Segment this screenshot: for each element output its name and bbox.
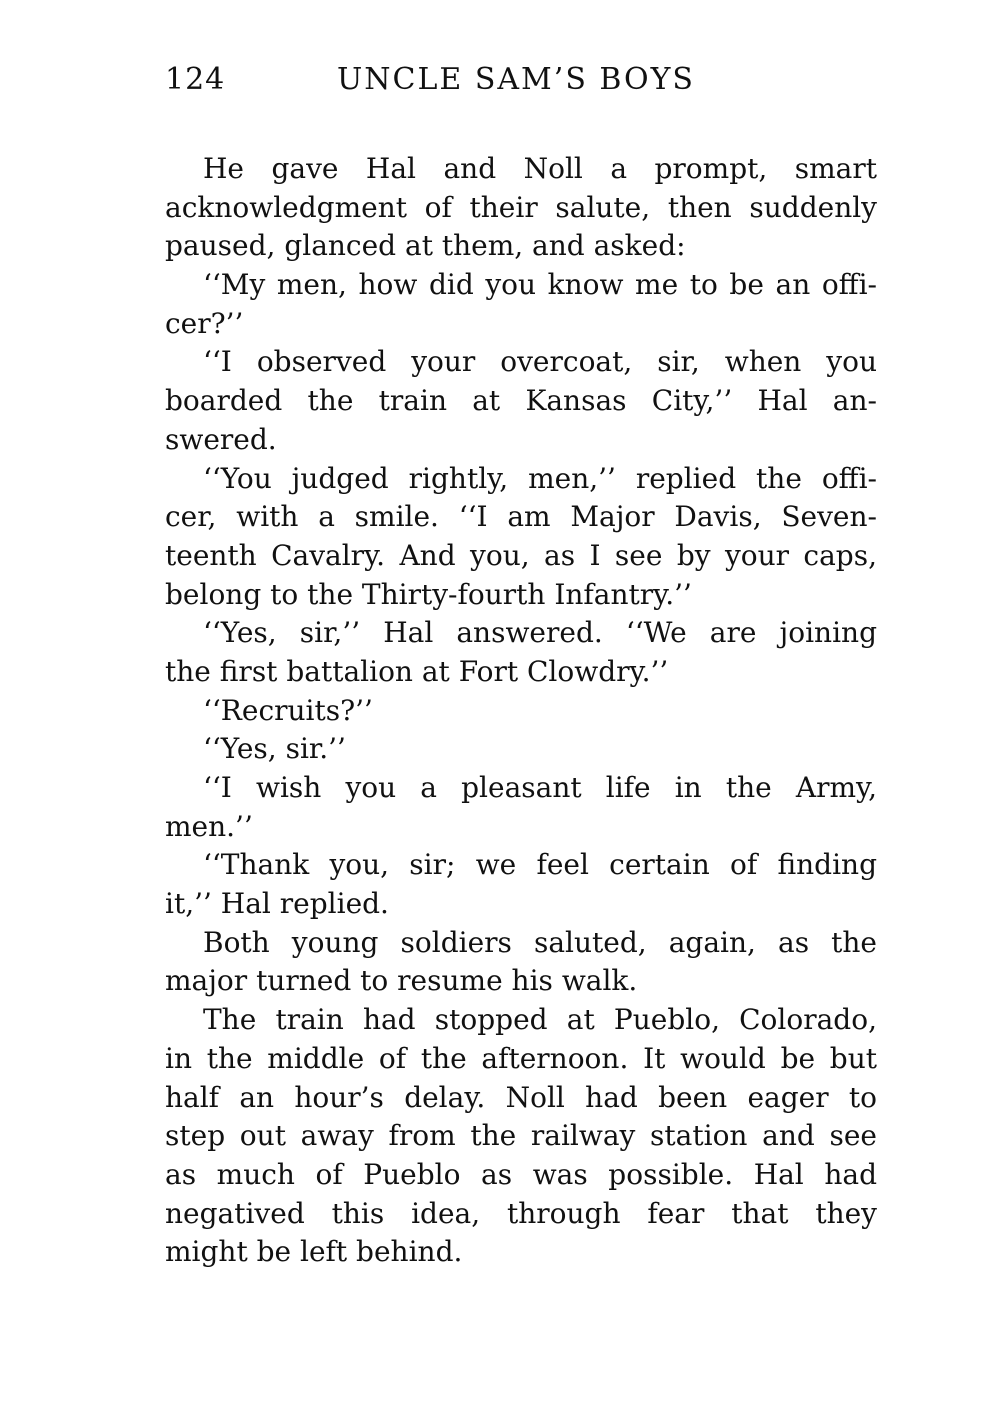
paragraph	[165, 924, 877, 1001]
text-line: teenth Cavalry. And you, as I see by your caps,	[165, 538, 877, 572]
book-page	[165, 56, 877, 1272]
text-line: paused, glanced at them, and asked:	[165, 229, 686, 263]
text-line: negatived this idea, through fear that they	[165, 1196, 877, 1230]
paragraph	[165, 266, 877, 343]
text-line: He gave Hal and Noll a prompt, smart	[203, 152, 877, 185]
running-head	[165, 56, 877, 104]
text-line: ‘‘You judged rightly, men,’’ replied the offi-	[203, 461, 877, 495]
paragraph	[165, 460, 877, 615]
text-line: major turned to resume his walk.	[165, 964, 638, 998]
text-line: swered.	[165, 422, 277, 456]
text-line: ‘‘Recruits?’’	[203, 693, 373, 727]
body-text	[165, 150, 877, 1272]
text-line: ‘‘I wish you a pleasant life in the Army,	[203, 771, 877, 804]
text-line: boarded the train at Kansas City,’’ Hal an-	[165, 384, 877, 418]
text-line: The train had stopped at Pueblo, Colorado,	[203, 1003, 877, 1037]
page-number: 124	[165, 62, 226, 97]
text-line: cer, with a smile. ‘‘I am Major Davis, Seven-	[165, 500, 877, 534]
paragraph	[165, 846, 877, 923]
text-line: as much of Pueblo as was possible. Hal had	[165, 1157, 877, 1191]
text-line: ‘‘Yes, sir.’’	[203, 732, 346, 766]
text-line: in the middle of the afternoon. It would be but	[165, 1041, 877, 1075]
paragraph	[165, 614, 877, 691]
text-line: acknowledgment of their salute, then suddenly	[165, 190, 877, 224]
text-line: ‘‘I observed your overcoat, sir, when you	[203, 345, 877, 379]
paragraph	[165, 692, 877, 731]
text-line: step out away from the railway station and see	[165, 1119, 877, 1153]
paragraph	[165, 150, 877, 266]
paragraph	[165, 730, 877, 769]
text-line: ‘‘My men, how did you know me to be an offi-	[203, 268, 877, 302]
paragraph	[165, 343, 877, 459]
text-line: ‘‘Thank you, sir; we feel certain of finding	[203, 848, 877, 882]
paragraph	[165, 1001, 877, 1272]
paragraph	[165, 769, 877, 846]
text-line: cer?’’	[165, 306, 244, 340]
text-line: belong to the Thirty-fourth Infantry.’’	[165, 577, 692, 611]
text-line: ‘‘Yes, sir,’’ Hal answered. ‘‘We are joining	[203, 616, 877, 650]
text-line: might be left behind.	[165, 1235, 463, 1269]
text-line: Both young soldiers saluted, again, as the	[203, 925, 877, 959]
running-title: UNCLE SAM’S BOYS	[337, 62, 695, 97]
text-line: men.’’	[165, 809, 253, 843]
text-line: it,’’ Hal replied.	[165, 887, 389, 921]
text-line: the first battalion at Fort Clowdry.’’	[165, 654, 669, 688]
text-line: half an hour’s delay. Noll had been eager to	[165, 1080, 877, 1114]
